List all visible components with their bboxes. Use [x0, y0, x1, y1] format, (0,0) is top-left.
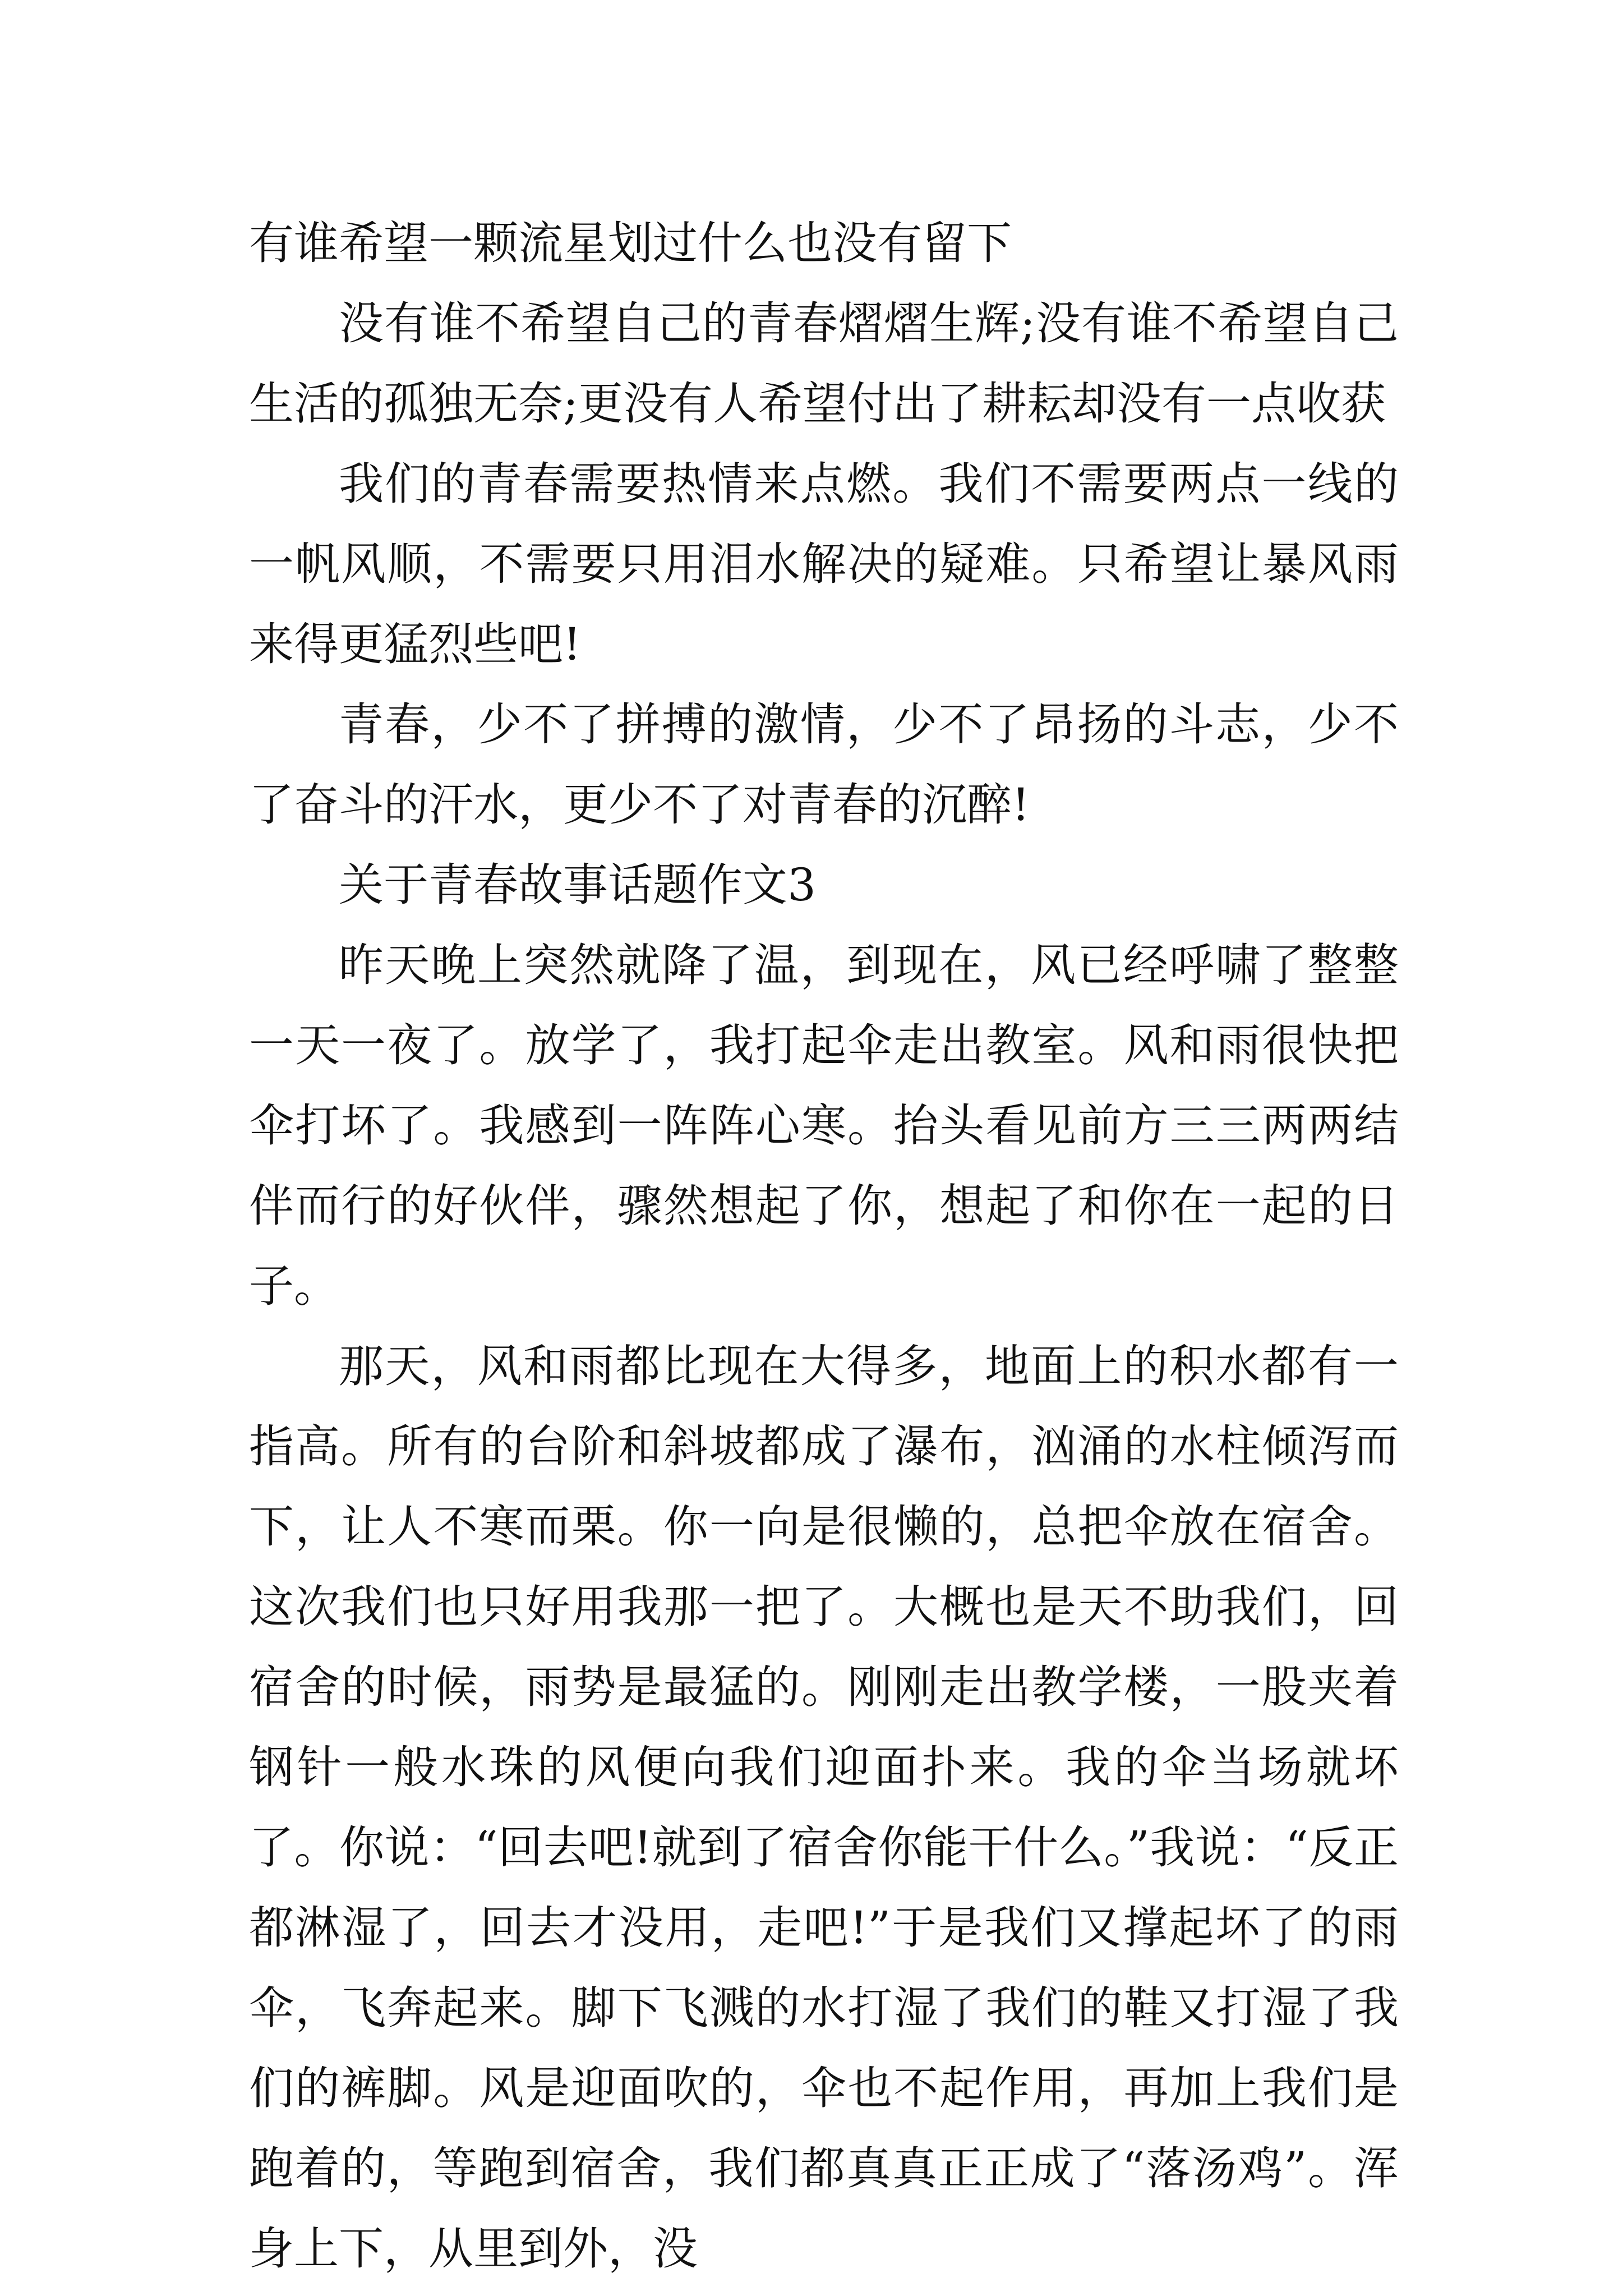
- paragraph-1: 有谁希望一颗流星划过什么也没有留下: [249, 217, 1012, 269]
- paragraph-6: 那天，风和雨都比现在大得多，地面上的积水都有一指高。所有的台阶和斜坡都成了瀑布，汹涌的水柱倾泻而下，让人不寒而栗。你一向是很懒的，总把伞放在宿舍。这次我们也只好用我那一把了。大概也是天不助我们，回宿舍的时候，雨势是最猛的。刚刚走出教学楼，一股夹着钢针一般水珠的风便向我们迎面扑来。我的伞当场就坏了。你说：“回去吧!就到了宿舍你能干什么。”我说：“反正都淋湿了，回去才没用，走吧!”于是我们又撑起坏了的雨伞，飞奔起来。脚下飞溅的水打湿了我们的鞋又打湿了我们的裤脚。风是迎面吹的，伞也不起作用，再加上我们是跑着的，等跑到宿舍，我们都真真正正成了“落汤鸡”。浑身上下，从里到外，没: [249, 1340, 1399, 2275]
- paragraph-5: 昨天晚上突然就降了温，到现在，风已经呼啸了整整一天一夜了。放学了，我打起伞走出教室。风和雨很快把伞打坏了。我感到一阵阵心寒。抬头看见前方三三两两结伴而行的好伙伴，骤然想起了你，想起了和你在一起的日子。: [249, 939, 1399, 1312]
- paragraph-3: 我们的青春需要热情来点燃。我们不需要两点一线的一帆风顺，不需要只用泪水解决的疑难。只希望让暴风雨来得更猛烈些吧!: [249, 458, 1399, 670]
- essay-heading: 关于青春故事话题作文3: [339, 859, 816, 911]
- paragraph-4: 青春，少不了拼搏的激情，少不了昂扬的斗志，少不了奋斗的汗水，更少不了对青春的沉醉!: [249, 698, 1399, 831]
- document-body: [249, 203, 1399, 2289]
- paragraph-2: 没有谁不希望自己的青春熠熠生辉;没有谁不希望自己生活的孤独无奈;更没有人希望付出了耕耘却没有一点收获: [249, 297, 1399, 430]
